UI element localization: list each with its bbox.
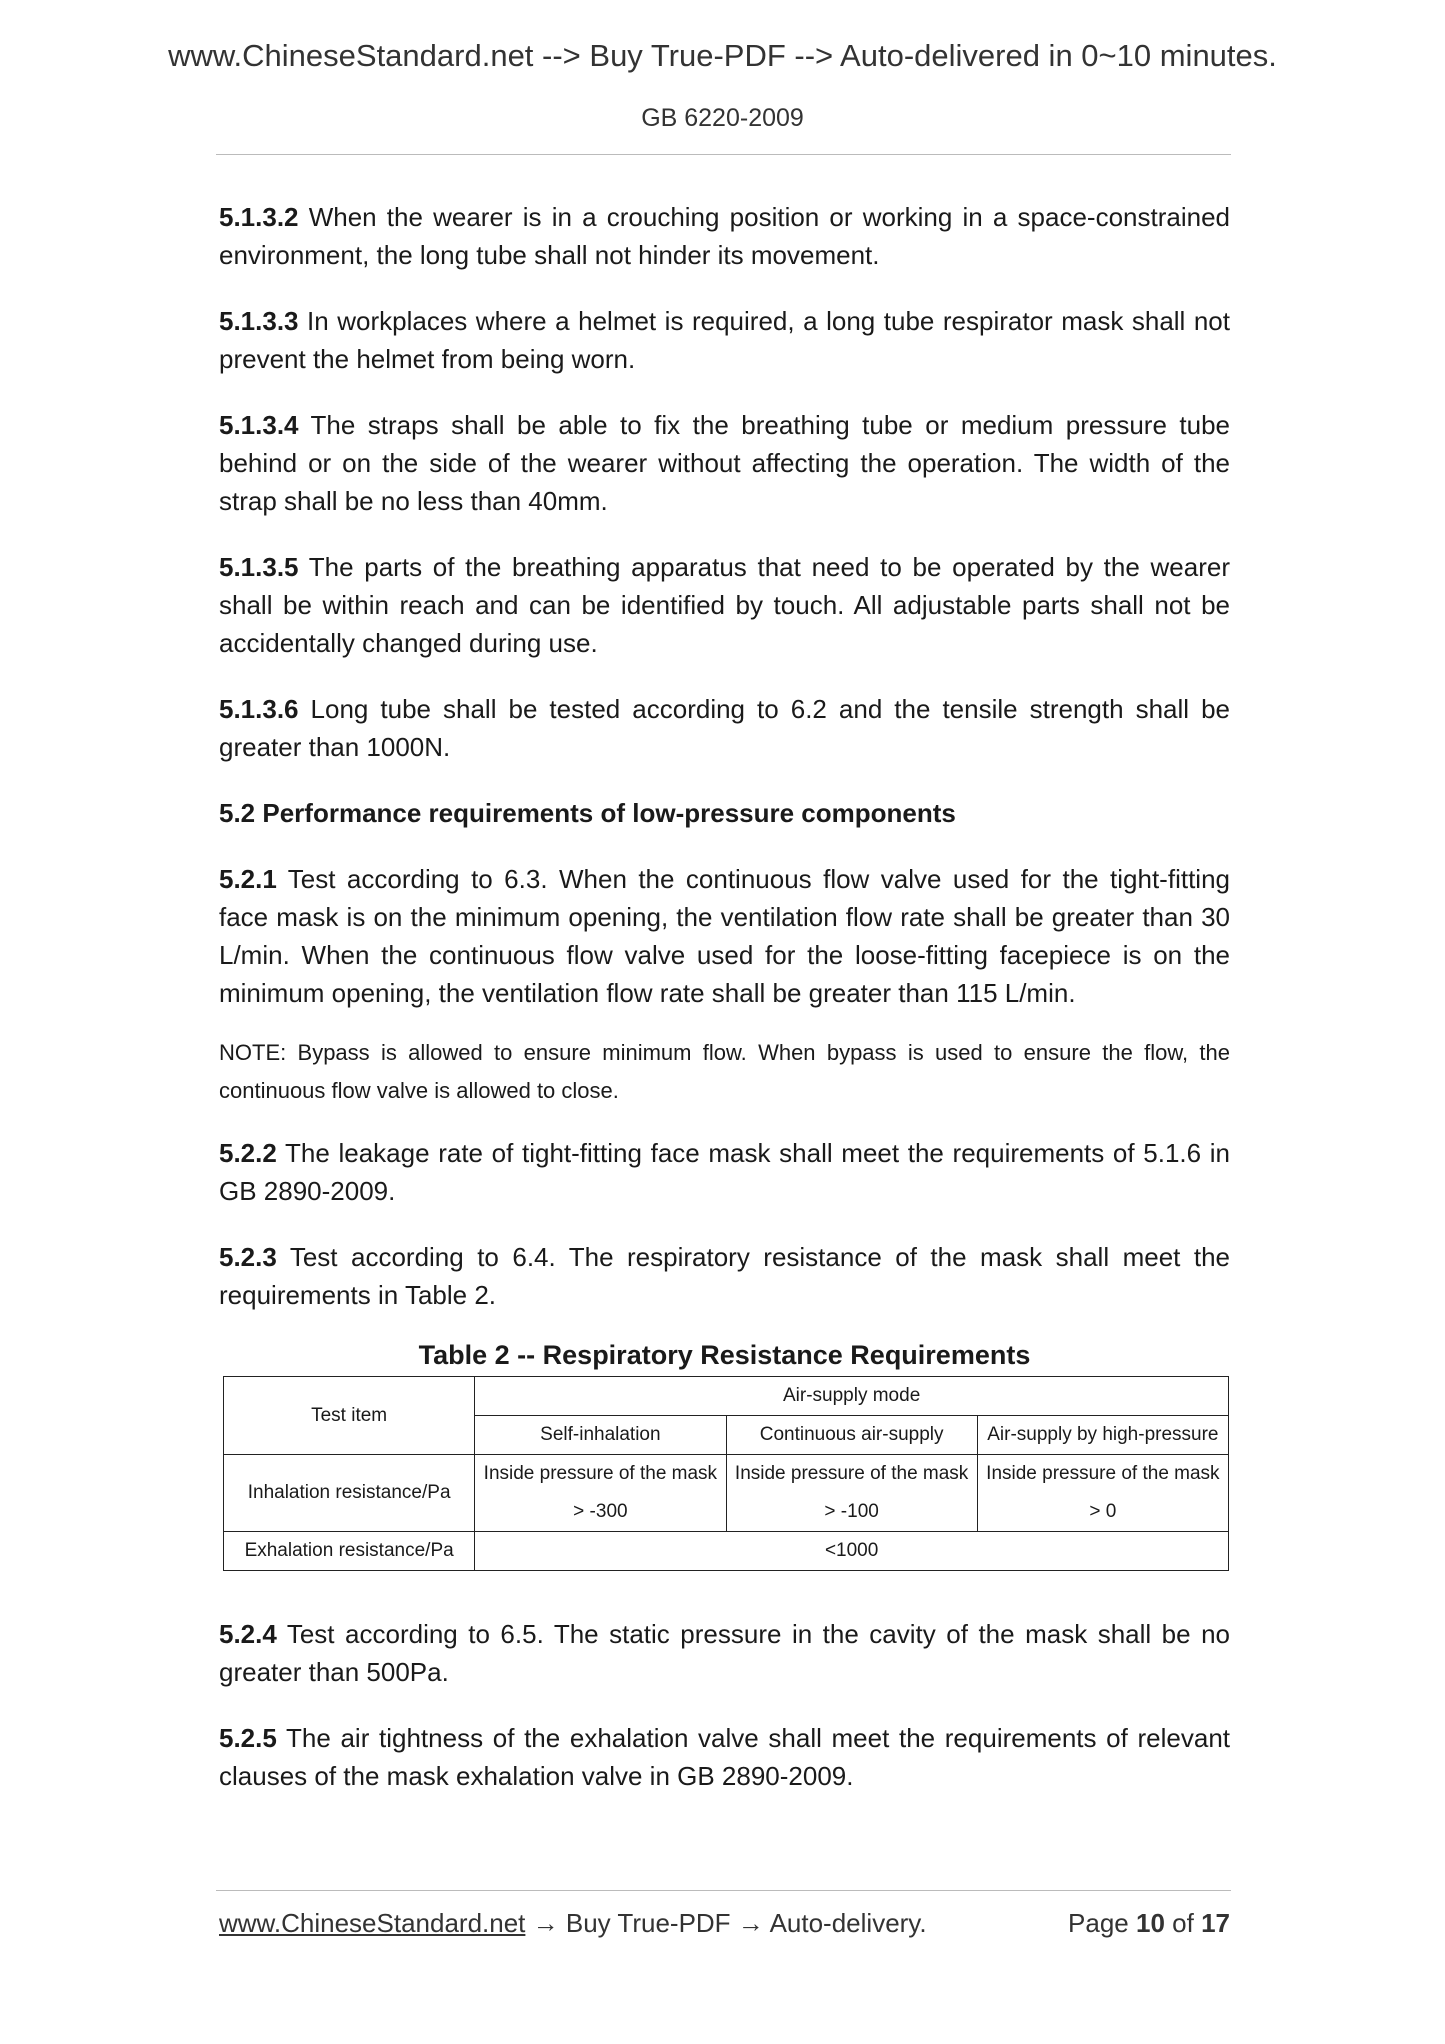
- section-heading: 5.2 Performance requirements of low-pressure components: [219, 798, 956, 828]
- resistance-table: [223, 1376, 1229, 1571]
- clause-5-2-3: 5.2.3 Test according to 6.4. The respiratory resistance of the mask shall meet the requirements in Table 2.: [219, 1242, 1230, 1310]
- note: NOTE: Bypass is allowed to ensure minimum flow. When bypass is used to ensure the flow, the continuous flow valve is allowed to close.: [219, 1040, 1230, 1103]
- clause-5-2-4: 5.2.4 Test according to 6.5. The static pressure in the cavity of the mask shall be no greater than 500Pa.: [219, 1619, 1230, 1687]
- page-content: [219, 198, 1230, 1823]
- clause-5-2-2: 5.2.2 The leakage rate of tight-fitting face mask shall meet the requirements of 5.1.6 in GB 2890-2009.: [219, 1138, 1230, 1206]
- clause-5-2-5: 5.2.5 The air tightness of the exhalation valve shall meet the requirements of relevant clauses of the mask exhalation valve in GB 2890-2009.: [219, 1723, 1230, 1791]
- footer-site-link[interactable]: www.ChineseStandard.net: [219, 1908, 526, 1938]
- clause-5-1-3-5: 5.1.3.5 The parts of the breathing apparatus that need to be operated by the wearer shall be within reach and can be identified by touch. All adjustable parts shall not be accidentally changed during use.: [219, 552, 1230, 658]
- footer-rule: [216, 1890, 1231, 1891]
- table-title: Table 2 -- Respiratory Resistance Requirements: [418, 1340, 1031, 1370]
- table-header-test-item: Test item: [224, 1377, 475, 1455]
- site-banner: www.ChineseStandard.net --> Buy True-PDF --> Auto-delivered in 0~10 minutes.: [168, 38, 1277, 73]
- clause-5-1-3-2: 5.1.3.2 When the wearer is in a crouching position or working in a space-constrained environment, the long tube shall not hinder its movement.: [219, 202, 1230, 270]
- table-cell: Inside pressure of the mask > -300: [475, 1455, 726, 1532]
- table-header-continuous: Continuous air-supply: [726, 1416, 977, 1455]
- document-id: GB 6220-2009: [641, 104, 804, 132]
- table-cell: Inside pressure of the mask > -100: [726, 1455, 977, 1532]
- clause-5-1-3-4: 5.1.3.4 The straps shall be able to fix the breathing tube or medium pressure tube behind or on the side of the wearer without affecting the operation. The width of the strap shall be no less than 40mm.: [219, 410, 1230, 516]
- footer-promo: www.ChineseStandard.net → Buy True-PDF → Auto-delivery.: [219, 1908, 927, 1938]
- table-header-high-pressure: Air-supply by high-pressure: [977, 1416, 1228, 1455]
- table-cell: Inside pressure of the mask > 0: [977, 1455, 1228, 1532]
- table-row-label: Inhalation resistance/Pa: [224, 1455, 475, 1532]
- clause-5-1-3-6: 5.1.3.6 Long tube shall be tested according to 6.2 and the tensile strength shall be greater than 1000N.: [219, 694, 1230, 762]
- page-number: Page 10 of 17: [1068, 1908, 1230, 1938]
- table-row-label: Exhalation resistance/Pa: [224, 1532, 475, 1571]
- table-header-air-supply-mode: Air-supply mode: [475, 1377, 1229, 1416]
- header-rule: [216, 154, 1231, 155]
- clause-5-1-3-3: 5.1.3.3 In workplaces where a helmet is required, a long tube respirator mask shall not prevent the helmet from being worn.: [219, 306, 1230, 374]
- clause-5-2-1: 5.2.1 Test according to 6.3. When the continuous flow valve used for the tight-fitting face mask is on the minimum opening, the ventilation flow rate shall be greater than 30 L/min. When the continuous flow valve used for the loose-fitting facepiece is on the minimum opening, the ventilation flow rate shall be greater than 115 L/min.: [219, 864, 1230, 1008]
- table-header-self-inhalation: Self-inhalation: [475, 1416, 726, 1455]
- table-cell: <1000: [475, 1532, 1229, 1571]
